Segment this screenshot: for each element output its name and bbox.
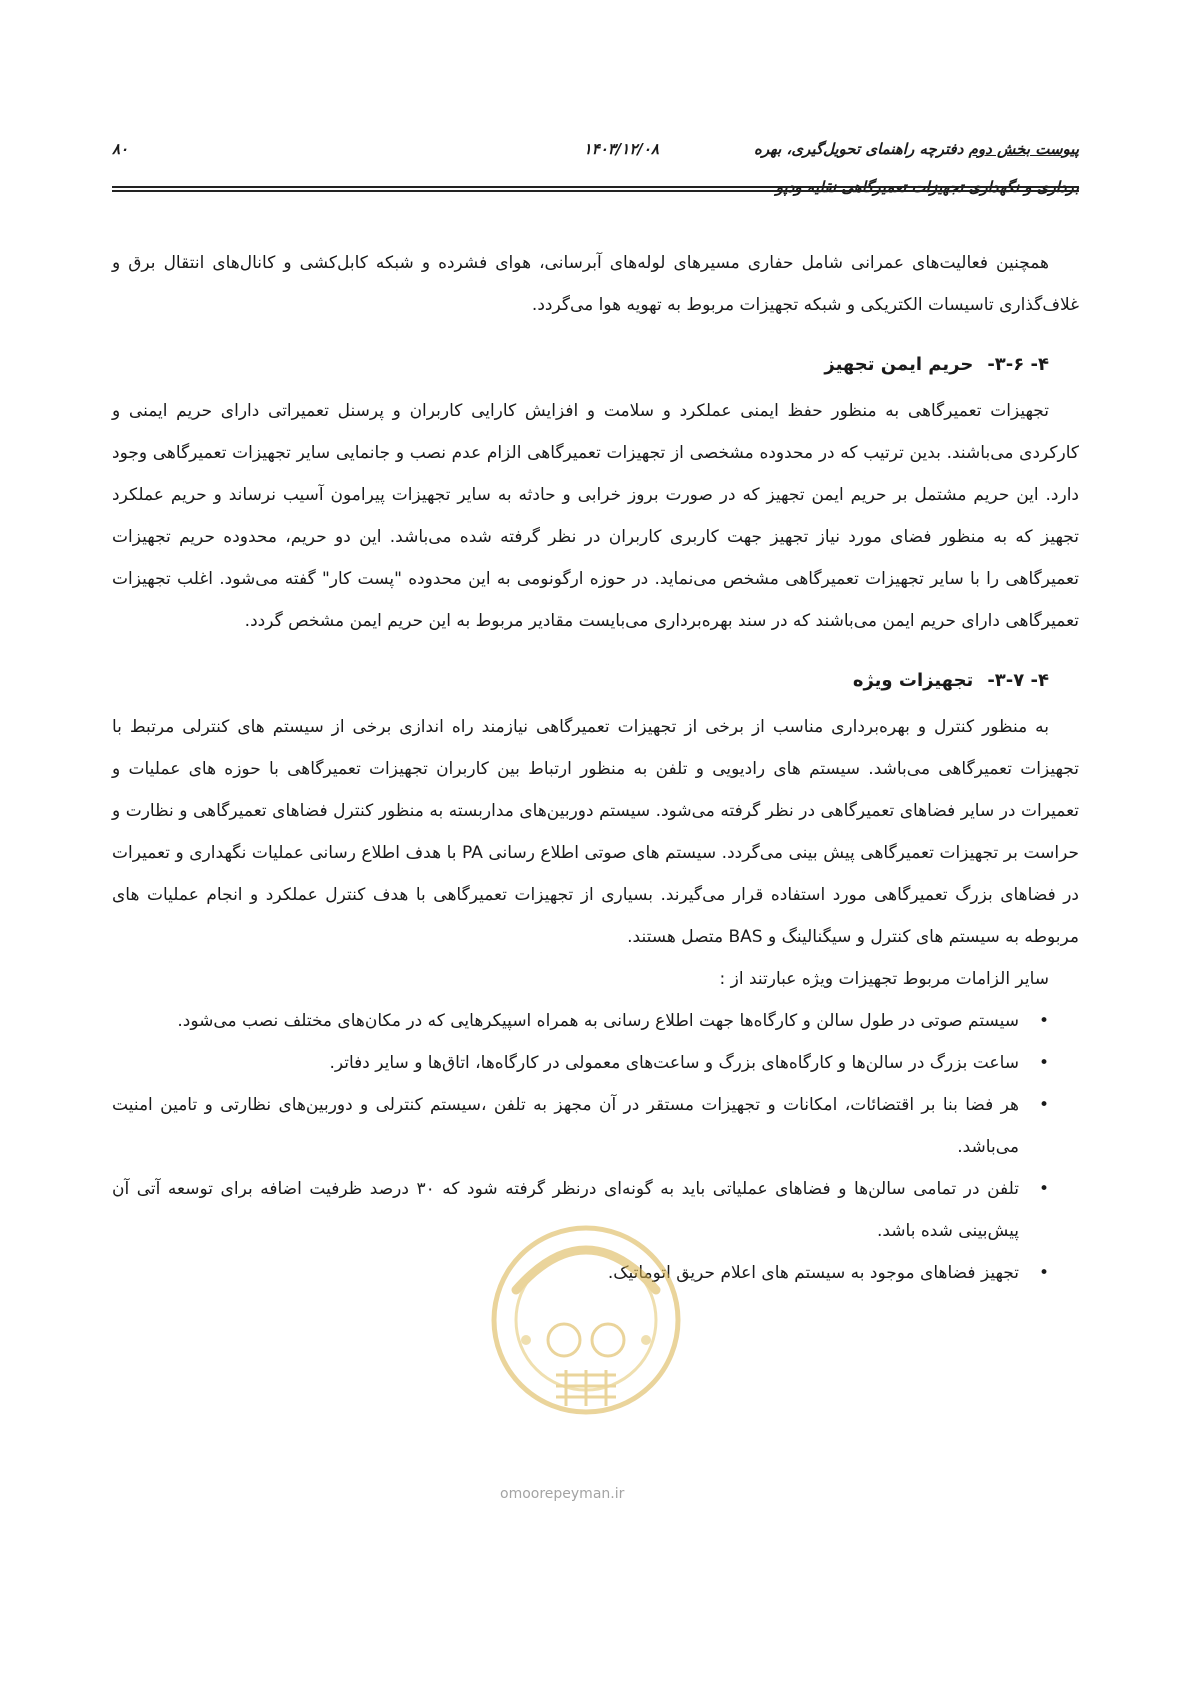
document-title-line2: برداری و نگهداری تجهیزات تعمیرگاهی نقلیه ودپو [775,178,1079,196]
section-title-7: تجهیزات ویژه [852,670,974,691]
section-heading-6 [112,344,1079,386]
watermark-url: omoorepeyman.ir [500,1486,625,1502]
list-item: • تلفن در تمامی سالن‌ها و فضاهای عملیاتی باید به گونه‌ای درنظر گرفته شود که ۳۰ درصد ظرفیت اضافه برای توسعه آتی آن پیش‌بینی شده باشد. [112,1168,1049,1252]
page-number: ۸۰ [112,140,129,158]
section-6-paragraph: تجهیزات تعمیرگاهی به منظور حفظ ایمنی عملکرد و سلامت و افزایش کارایی کاربران و پرسنل تعمیراتی دارای حریم ایمنی و کارکردی می‌باشند. بدین ترتیب که در محدوده مشخصی از تجهیزات تعمیرگاهی الزام عدم نصب و جانمایی سایر تجهیزات تعمیرگاهی وجود دارد. این حریم مشتمل بر حریم ایمن تجهیز که در صورت بروز خرابی و حادثه به سایر تجهیزات پیرامون آسیب نرساند و حریم عملکرد تجهیز که به منظور فضای مورد نیاز تجهیز جهت کاربری کاربران در نظر گرفته شده می‌باشد. این دو حریم، محدوده حریم تجهیزات تعمیرگاهی را با سایر تجهیزات تعمیرگاهی مشخص می‌نماید. در حوزه ارگونومی به این محدوده "پست کار" گفته می‌شود. اغلب تجهیزات تعمیرگاهی دارای حریم ایمن می‌باشند که در سند بهره‌برداری می‌بایست مقادیر مربوط به این حریم ایمن مشخص گردد. [112,401,1079,631]
intro-paragraph: همچنین فعالیت‌های عمرانی شامل حفاری مسیرهای لوله‌های آبرسانی، هوای فشرده و شبکه کابل‌کشی و کانال‌های انتقال برق و غلاف‌گذاری تاسیسات الکتریکی و شبکه تجهیزات مربوط به تهویه هوا می‌گردد. [112,253,1079,315]
section-number-6: ۴- ۳-۶- [987,354,1049,375]
section-heading-7 [112,660,1079,702]
section-title-6: حریم ایمن تجهیز [824,354,974,375]
section-7-paragraph: به منظور کنترل و بهره‌برداری مناسب از برخی از تجهیزات تعمیرگاهی نیازمند راه اندازی برخی از سیستم های کنترلی مرتبط با تجهیزات تعمیرگاهی می‌باشد. سیستم های رادیویی و تلفن به منظور ارتباط بین کاربران تجهیزات تعمیرگاهی با حوزه های عملیات و تعمیرات در سایر فضاهای تعمیرگاهی در نظر گرفته می‌شود. سیستم دوربین‌های مداربسته به منظور کنترل فضاهای تعمیرگاهی و نظارت و حراست بر تجهیزات تعمیرگاهی پیش بینی می‌گردد. سیستم های صوتی اطلاع رسانی PA با هدف اطلاع رسانی عملیات نگهداری و تعمیرات در فضاهای بزرگ تعمیرگاهی مورد استفاده قرار می‌گیرند. بسیاری از تجهیزات تعمیرگاهی با هدف کنترل عملکرد و انجام عملیات های مربوطه به سیستم های کنترل و سیگنالینگ و BAS متصل هستند. [112,717,1079,947]
document-title-underlined: پیوست بخش دوم [968,140,1079,158]
list-item: • ساعت بزرگ در سالن‌ها و کارگاه‌های بزرگ و ساعت‌های معمولی در کارگاه‌ها، اتاق‌ها و سایر دفاتر. [112,1042,1049,1084]
list-item: • هر فضا بنا بر اقتضائات، امکانات و تجهیزات مستقر در آن مجهز به تلفن ،سیستم کنترلی و دوربین‌های نظارتی و تامین امنیت می‌باشد. [112,1084,1049,1168]
requirements-intro: سایر الزامات مربوط تجهیزات ویژه عبارتند از : [719,969,1049,989]
document-body [112,242,1079,1294]
requirements-list [112,1000,1079,1294]
list-item: • سیستم صوتی در طول سالن و کارگاه‌ها جهت اطلاع رسانی به همراه اسپیکرهایی که در مکان‌های مختلف نصب می‌شود. [112,1000,1049,1042]
list-item: • تجهیز فضاهای موجود به سیستم های اعلام حریق اتوماتیک. [112,1252,1049,1294]
header-rule-bottom [112,190,1079,192]
document-title [719,130,1079,206]
document-date: ۱۴۰۳/۱۲/۰۸ [583,140,659,158]
page-header [112,120,1079,212]
header-rule-top [112,186,1079,188]
section-number-7: ۴- ۳-۷- [987,670,1049,691]
document-title-line1: دفترچه راهنمای تحویل‌گیری، بهره [754,140,969,158]
